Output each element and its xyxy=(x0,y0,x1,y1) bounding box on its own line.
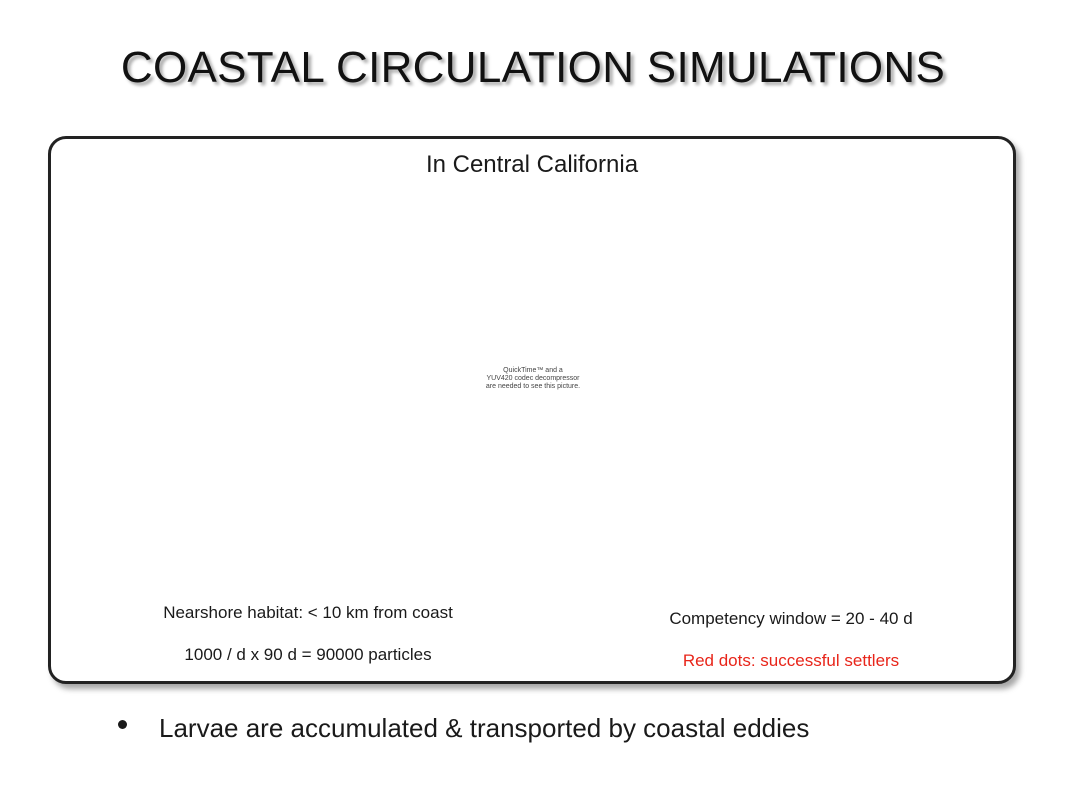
panel-heading: In Central California xyxy=(425,151,639,178)
settlers-note: Red dots: successful settlers xyxy=(682,651,900,670)
placeholder-line-3: are needed to see this picture. xyxy=(485,383,581,390)
slide-title: COASTAL CIRCULATION SIMULATIONS xyxy=(120,43,946,92)
placeholder-line-2: YUV420 codec decompressor xyxy=(486,375,580,382)
particles-note: 1000 / d x 90 d = 90000 particles xyxy=(184,645,432,664)
habitat-note: Nearshore habitat: < 10 km from coast xyxy=(163,603,453,622)
placeholder-line-1: QuickTime™ and a xyxy=(503,367,563,374)
bullet-text: Larvae are accumulated & transported by coastal eddies xyxy=(159,712,810,743)
bullet-dot-icon xyxy=(118,720,127,729)
competency-note: Competency window = 20 - 40 d xyxy=(669,609,913,628)
bullet-item xyxy=(118,708,809,748)
quicktime-placeholder xyxy=(476,367,590,391)
content-panel xyxy=(48,136,1016,684)
